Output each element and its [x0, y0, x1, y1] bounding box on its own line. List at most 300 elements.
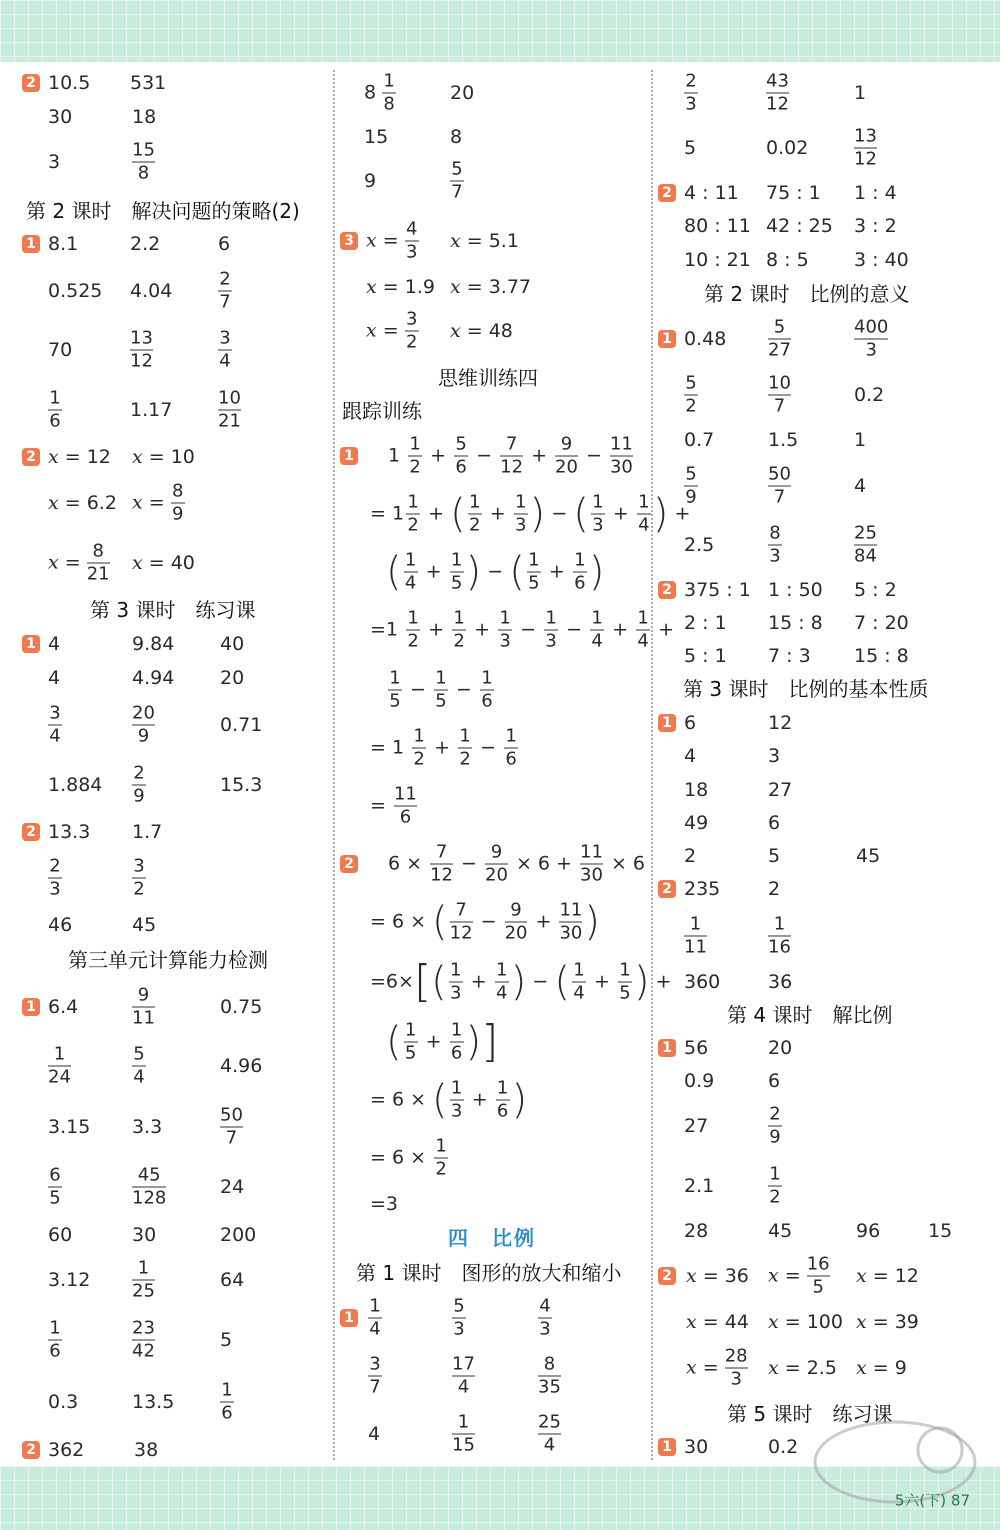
question-number-badge: 2: [22, 74, 40, 92]
fraction-numerator: 2: [49, 855, 61, 877]
answer-value: 20: [220, 667, 245, 689]
fraction-denominator: 4: [495, 982, 508, 1004]
answer-value: 0.7: [684, 429, 715, 451]
answer-value: 4: [684, 745, 697, 767]
bracket: (: [431, 959, 447, 1005]
section-heading: 第 1 课时 图形的放大和缩小: [356, 1261, 622, 1285]
fraction-numerator: 16: [806, 1253, 830, 1275]
fraction: [555, 435, 578, 478]
fraction-numerator: 5: [133, 1043, 145, 1065]
equation-value: = 10: [142, 446, 195, 468]
fraction: [220, 1106, 243, 1149]
fraction-numerator: 1: [450, 1019, 463, 1041]
fraction-numerator: 1: [49, 1317, 61, 1339]
fraction-numerator: 2: [133, 762, 145, 784]
fraction-numerator: 1: [505, 725, 517, 747]
variable-x: x: [686, 1311, 697, 1333]
equation-answer: [132, 552, 195, 574]
fraction: [132, 1319, 155, 1362]
fraction: [87, 542, 110, 585]
fraction: [132, 857, 146, 900]
answer-value: 1.17: [130, 399, 173, 421]
fraction: [610, 435, 633, 478]
fraction-denominator: 2: [459, 748, 471, 770]
answer-value: 60: [48, 1224, 73, 1246]
question-number-badge: 2: [658, 581, 676, 599]
fraction: [394, 785, 417, 828]
fraction-denominator: 4: [457, 1376, 470, 1398]
expression-line: ( $\frac{1}{4}$ + $\frac{1}{5}$ ) − ( $\frac{1}{5}$ + $\frac{1}{6}$ ): [386, 549, 605, 595]
answer-value: 36: [768, 971, 793, 993]
fraction: [218, 389, 241, 432]
fraction-numerator: 11: [559, 899, 583, 921]
fraction: [684, 465, 698, 508]
fraction: [368, 1297, 382, 1340]
grade-label: 5六(下): [894, 1491, 947, 1510]
fraction-numerator: 8: [769, 522, 781, 544]
expression-line: = 6 × $\frac{1}{2}$: [370, 1135, 447, 1180]
fraction: [498, 609, 512, 652]
fraction-denominator: 3: [865, 339, 877, 361]
fraction-numerator: 1: [591, 607, 603, 629]
equals-sign: =: [58, 551, 87, 574]
expression-line: $\frac{1}{5}$ − $\frac{1}{5}$ − $\frac{1}{6}$: [389, 667, 493, 712]
fraction: [220, 1381, 234, 1424]
answer-value: 0.75: [220, 996, 263, 1018]
fraction-denominator: 4: [543, 1434, 556, 1456]
fraction-numerator: 7: [505, 433, 518, 455]
fraction-denominator: 7: [773, 395, 786, 417]
fraction-denominator: 9: [685, 486, 697, 508]
fraction: [452, 609, 466, 652]
answer-value: 9: [364, 170, 377, 192]
fraction-denominator: 6: [505, 748, 517, 770]
fraction-denominator: 20: [504, 922, 528, 944]
expression-line: 6 × $\frac{7}{12}$ − $\frac{9}{20}$ × 6 + $\frac{11}{30}$ × 6: [388, 841, 645, 886]
answer-value: 18: [132, 106, 157, 128]
fraction-denominator: 8: [137, 162, 150, 184]
fraction-denominator: 6: [221, 1402, 233, 1424]
fraction-denominator: 3: [545, 630, 557, 652]
equation-answer: [768, 1255, 830, 1298]
fraction-denominator: 7: [225, 1127, 238, 1149]
equation-answer: [48, 542, 110, 585]
fraction: [538, 1355, 561, 1398]
fraction-numerator: 9: [490, 841, 503, 863]
fraction-numerator: 1: [638, 491, 650, 513]
fraction-numerator: 1: [450, 549, 463, 571]
question-number-badge: 2: [22, 448, 40, 466]
fraction: [382, 72, 396, 115]
fraction-denominator: 9: [769, 1126, 781, 1148]
fraction-denominator: 5: [404, 1042, 417, 1064]
fraction: [504, 727, 518, 770]
fraction: [406, 493, 420, 536]
bracket: (: [386, 549, 402, 595]
fraction-denominator: 6: [450, 1042, 463, 1064]
variable-x: x: [768, 1264, 779, 1287]
fraction: [684, 915, 707, 958]
fraction-denominator: 15: [452, 1434, 475, 1456]
fraction-denominator: 20: [555, 456, 578, 478]
fraction-numerator: 1: [637, 607, 649, 629]
fraction: [450, 901, 473, 944]
fraction-denominator: 6: [455, 456, 467, 478]
fraction: [768, 318, 791, 361]
variable-x: x: [856, 1311, 867, 1333]
fraction-numerator: 1: [499, 607, 511, 629]
fraction: [171, 482, 185, 525]
fraction-denominator: 5: [450, 572, 463, 594]
variable-x: x: [856, 1265, 867, 1287]
fraction-denominator: 4: [591, 630, 603, 652]
equation-answer: [768, 1357, 837, 1379]
answer-value: 2.2: [130, 233, 161, 255]
fraction: [450, 160, 464, 203]
variable-x: x: [132, 491, 143, 514]
expression-line: = $\frac{11}{6}$: [370, 783, 417, 828]
fraction-numerator: 45: [137, 1164, 161, 1186]
fraction-denominator: 2: [409, 456, 421, 478]
variable-x: x: [132, 446, 143, 468]
fraction: [218, 270, 232, 313]
fraction-numerator: 2: [769, 1103, 781, 1125]
top-decorative-band: [0, 0, 1000, 62]
fraction-denominator: 2: [407, 630, 419, 652]
answer-value: 3.15: [48, 1116, 91, 1138]
bracket: ): [652, 491, 669, 537]
question-number-badge: 1: [22, 235, 40, 253]
answer-value: 8.1: [48, 233, 79, 255]
fraction-denominator: 2: [435, 1158, 447, 1180]
fraction-numerator: 10: [218, 387, 241, 409]
answer-value: 27: [684, 1115, 709, 1137]
fraction-numerator: 6: [49, 1164, 61, 1186]
fraction-denominator: 3: [499, 630, 511, 652]
fraction-denominator: 6: [49, 1340, 61, 1362]
fraction-denominator: 4: [404, 572, 417, 594]
fraction-numerator: 15: [132, 139, 155, 161]
fraction-denominator: 16: [768, 936, 791, 958]
fraction: [450, 1021, 464, 1064]
expression-line: =3: [370, 1193, 399, 1215]
answer-value: 3 : 40: [854, 249, 909, 271]
answer-value: 18: [684, 779, 709, 801]
fraction: [434, 1137, 448, 1180]
fraction-numerator: 1: [49, 387, 61, 409]
fraction-numerator: 1: [369, 1295, 381, 1317]
equation-value: = 39: [866, 1311, 919, 1333]
answer-value: 0.3: [48, 1391, 79, 1413]
section-heading: 第 3 课时 比例的基本性质: [683, 677, 929, 701]
fraction: [48, 389, 62, 432]
answer-value: 2.5: [684, 534, 715, 556]
fraction: [495, 961, 509, 1004]
fraction: [434, 669, 448, 712]
page-number-value: 87: [950, 1491, 970, 1510]
fraction-numerator: 1: [573, 959, 585, 981]
answer-value: 3.12: [48, 1269, 91, 1291]
fraction-denominator: 3: [449, 982, 462, 1004]
answer-value: 4: [48, 667, 61, 689]
fraction: [405, 220, 419, 263]
fraction: [450, 1079, 464, 1122]
answer-value: 6: [768, 812, 781, 834]
answer-value: 27: [768, 779, 793, 801]
equation-value: = 36: [696, 1265, 749, 1287]
fraction-numerator: 1: [459, 725, 471, 747]
answer-value: 362: [48, 1439, 85, 1461]
expression-line: = 1 $\frac{1}{2}$ + $\frac{1}{2}$ − $\frac{1}{6}$: [370, 725, 517, 770]
equals-sign: =: [376, 229, 405, 252]
equation-value: = 12: [58, 446, 111, 468]
bracket: ): [465, 549, 482, 595]
fraction-numerator: 1: [137, 1257, 150, 1279]
fraction-denominator: 6: [481, 690, 493, 712]
fraction-denominator: 42: [132, 1340, 155, 1362]
answer-value: 3.3: [132, 1116, 163, 1138]
fraction-denominator: 2: [413, 748, 425, 770]
fraction-denominator: 25: [132, 1280, 155, 1302]
fraction: [684, 374, 698, 417]
equation-answer: [366, 276, 435, 298]
answer-value: 3 : 2: [854, 215, 897, 237]
answer-value: 20: [450, 82, 475, 104]
fraction-numerator: 1: [407, 607, 419, 629]
fraction-numerator: 8: [543, 1353, 556, 1375]
fraction-numerator: 5: [453, 1295, 465, 1317]
answer-value: 96: [856, 1220, 881, 1242]
answer-value: 13.5: [132, 1391, 175, 1413]
variable-x: x: [856, 1357, 867, 1379]
fraction-numerator: 2: [219, 268, 231, 290]
fraction-numerator: 1: [53, 1043, 66, 1065]
answer-value: 0.2: [768, 1436, 799, 1458]
answer-value: 9.84: [132, 633, 175, 655]
fraction-denominator: 11: [684, 936, 707, 958]
section-heading: 第 4 课时 解比例: [727, 1003, 893, 1027]
answer-value: 2.1: [684, 1175, 715, 1197]
question-number-badge: 1: [340, 1309, 358, 1327]
question-number-badge: 2: [22, 823, 40, 841]
answer-value: 0.2: [854, 384, 885, 406]
equation-answer: [856, 1357, 907, 1379]
equation-value: = 5.1: [460, 230, 519, 252]
question-number-badge: 1: [658, 714, 676, 732]
fraction: [130, 329, 153, 372]
expression-line: = 6 × ( $\frac{1}{3}$ + $\frac{1}{6}$ ): [370, 1077, 528, 1123]
answer-value: 12: [768, 712, 793, 734]
fraction: [132, 986, 155, 1029]
answer-value: 2 : 1: [684, 612, 727, 634]
fraction-numerator: 9: [137, 984, 150, 1006]
answer-value: 5 : 1: [684, 645, 727, 667]
variable-x: x: [768, 1311, 779, 1333]
fraction: [636, 609, 650, 652]
answer-value: 8 : 5: [766, 249, 809, 271]
section-heading: 第 3 课时 练习课: [90, 598, 256, 622]
answer-value: 45: [768, 1220, 793, 1242]
fraction-numerator: 1: [545, 607, 557, 629]
answer-value: 6: [218, 233, 231, 255]
fraction-denominator: 21: [86, 563, 110, 585]
fraction-numerator: 5: [773, 316, 786, 338]
answer-value: 15: [928, 1220, 953, 1242]
fraction: [580, 843, 603, 886]
answer-value: 4.94: [132, 667, 175, 689]
equals-sign: =: [696, 1356, 725, 1379]
fraction-denominator: 2: [133, 878, 145, 900]
fraction: [48, 1166, 62, 1209]
equation-value: = 9: [866, 1357, 907, 1379]
fraction: [132, 764, 146, 807]
answer-value: 235: [684, 878, 721, 900]
equation-value: = 48: [460, 320, 513, 342]
fraction-denominator: 8: [383, 93, 395, 115]
question-number-badge: 1: [658, 1438, 676, 1456]
fraction-denominator: 7: [219, 291, 231, 313]
fraction-denominator: 9: [171, 503, 184, 525]
fraction-numerator: 25: [538, 1411, 561, 1433]
fraction-numerator: 1: [619, 959, 631, 981]
equation-answer: [366, 220, 419, 263]
page-number: [895, 1490, 970, 1511]
fraction: [768, 524, 782, 567]
fraction: [412, 727, 426, 770]
fraction-denominator: 27: [768, 339, 791, 361]
mixed-number: [364, 72, 396, 115]
question-number-badge: 2: [22, 1441, 40, 1459]
fraction-denominator: 21: [218, 410, 241, 432]
fraction: [684, 72, 698, 115]
equation-answer: [450, 276, 531, 298]
fraction-denominator: 6: [49, 410, 61, 432]
fraction-denominator: 5: [49, 1187, 61, 1209]
fraction: [468, 493, 482, 536]
fraction-denominator: 12: [854, 148, 877, 170]
fraction: [618, 961, 632, 1004]
variable-x: x: [48, 446, 59, 468]
answer-value: 5: [220, 1329, 233, 1351]
section-heading: 思维训练四: [438, 366, 538, 390]
equation-answer: [856, 1265, 919, 1287]
answer-value: 28: [684, 1220, 709, 1242]
fraction: [500, 435, 523, 478]
fraction: [768, 1105, 782, 1148]
question-number-badge: 1: [22, 998, 40, 1016]
fraction-denominator: 4: [573, 982, 585, 1004]
equation-answer: [686, 1265, 749, 1287]
fraction-numerator: 1: [404, 1019, 417, 1041]
fraction: [452, 1413, 475, 1456]
fraction-denominator: 30: [559, 922, 583, 944]
answer-value: 1: [854, 82, 867, 104]
equation-answer: [132, 446, 195, 468]
variable-x: x: [366, 229, 377, 252]
answer-value: 0.48: [684, 328, 727, 350]
fraction-numerator: 1: [383, 70, 395, 92]
fraction-denominator: 3: [453, 1318, 465, 1340]
fraction-denominator: 4: [638, 514, 650, 536]
fraction: [458, 727, 472, 770]
answer-value: 6: [684, 712, 697, 734]
fraction-numerator: 1: [481, 667, 493, 689]
fraction-numerator: 3: [219, 327, 231, 349]
fraction-numerator: 7: [455, 899, 467, 921]
variable-x: x: [48, 492, 59, 514]
answer-value: 42 : 25: [766, 215, 833, 237]
fraction: [132, 141, 155, 184]
fraction-denominator: 2: [769, 1186, 781, 1208]
bracket: ): [465, 1019, 482, 1065]
answer-value: 30: [132, 1224, 157, 1246]
question-number-badge: 2: [658, 1267, 676, 1285]
expression-line: =1 $\frac{1}{2}$ + $\frac{1}{2}$ + $\frac{1}{3}$ − $\frac{1}{3}$ − $\frac{1}{4}$ + $\frac{1}{4}$ +: [370, 607, 675, 652]
fraction-denominator: 7: [369, 1376, 381, 1398]
variable-x: x: [450, 320, 461, 342]
fraction-numerator: 43: [766, 70, 789, 92]
fraction: [132, 1166, 166, 1209]
fraction-numerator: 1: [574, 549, 586, 571]
bracket: ): [633, 959, 650, 1005]
fraction-numerator: 13: [130, 327, 153, 349]
answer-value: 1 : 50: [768, 579, 823, 601]
fraction-numerator: 1: [468, 491, 481, 513]
fraction-denominator: 6: [399, 806, 412, 828]
fraction-denominator: 2: [407, 514, 419, 536]
equation-value: = 12: [866, 1265, 919, 1287]
fraction: [452, 1297, 466, 1340]
equation-value: = 2.5: [778, 1357, 837, 1379]
section-heading: 四 比例: [448, 1226, 536, 1250]
fraction-numerator: 1: [689, 913, 702, 935]
bracket: (: [509, 549, 525, 595]
bracket: (: [386, 1019, 402, 1065]
fraction: [132, 1259, 155, 1302]
fraction-denominator: 3: [450, 1100, 463, 1122]
expression-line: = 1 $\frac{1}{2}$ + ( $\frac{1}{2}$ + $\frac{1}{3}$ ) − ( $\frac{1}{3}$ + $\frac{1}{4}$ ) +: [370, 491, 691, 537]
answer-value: 64: [220, 1269, 245, 1291]
answer-value: 10.5: [48, 72, 91, 94]
fraction: [430, 843, 453, 886]
fraction: [538, 1413, 561, 1456]
fraction-denominator: 3: [685, 93, 697, 115]
answer-value: 200: [220, 1224, 257, 1246]
answer-value: 531: [130, 72, 167, 94]
expression-line: 1 $\frac{1}{2}$ + $\frac{5}{6}$ − $\frac{7}{12}$ + $\frac{9}{20}$ − $\frac{11}{30}$: [388, 433, 633, 478]
fraction: [527, 551, 541, 594]
fraction-denominator: 9: [137, 725, 150, 747]
fraction-denominator: 84: [854, 545, 877, 567]
fraction-denominator: 35: [538, 1376, 561, 1398]
bracket: (: [450, 491, 466, 537]
question-number-badge: 2: [340, 855, 358, 873]
equation-answer: [450, 230, 519, 252]
question-number-badge: 1: [658, 330, 676, 348]
answer-value: 2: [768, 878, 781, 900]
fraction: [480, 669, 494, 712]
fraction-denominator: 12: [500, 456, 524, 478]
fraction-numerator: 3: [133, 855, 145, 877]
equation-answer: [856, 1311, 919, 1333]
fraction: [573, 551, 587, 594]
fraction-numerator: 1: [453, 607, 465, 629]
fraction-numerator: 1: [769, 1163, 781, 1185]
answer-value: 46: [48, 914, 73, 936]
variable-x: x: [48, 551, 59, 574]
fraction-denominator: 3: [49, 878, 61, 900]
fraction: [572, 961, 586, 1004]
